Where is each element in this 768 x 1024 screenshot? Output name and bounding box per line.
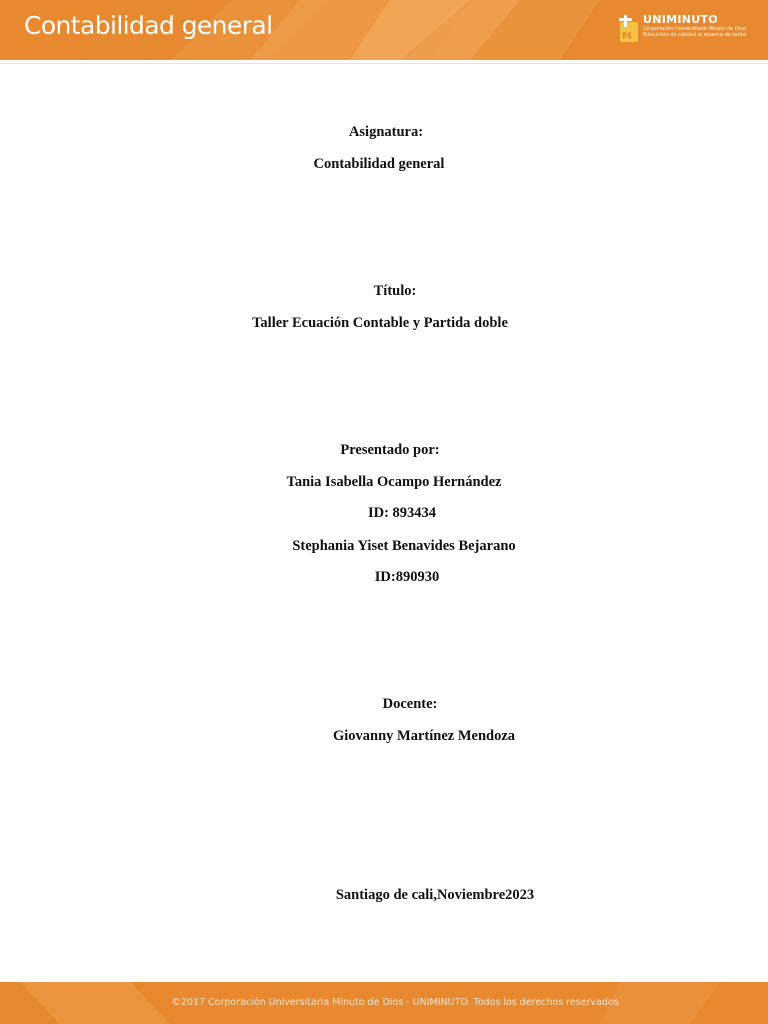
footer-banner (0, 982, 768, 1024)
titulo-label: Título: (373, 283, 417, 299)
header-title: Contabilidad general (24, 11, 273, 40)
place-date: Santiago de cali,Noviembre2023 (335, 887, 535, 903)
titulo-value: Taller Ecuación Contable y Partida doble (252, 315, 508, 331)
uniminuto-logo (616, 12, 747, 46)
student-2-name: Stephania Yiset Benavides Bejarano (292, 538, 516, 554)
docente-label: Docente: (382, 696, 438, 712)
logo-subtitle-2: Educación de calidad al alcance de todos (643, 32, 747, 38)
uniminuto-emblem-icon (616, 12, 642, 46)
footer-copyright: ©2017 Corporación Universitaria Minuto de Dios - UNIMINUTO. Todos los derechos reservados (171, 997, 619, 1008)
presentado-label: Presentado por: (340, 442, 440, 458)
svg-text:M: M (622, 31, 632, 42)
header-divider (0, 63, 768, 64)
docente-value: Giovanny Martínez Mendoza (332, 728, 516, 744)
student-1-id: ID: 893434 (367, 505, 437, 521)
student-1-name: Tania Isabella Ocampo Hernández (286, 474, 502, 490)
logo-name: UNIMINUTO (643, 13, 718, 26)
logo-subtitle-1: Corporación Universitaria Minuto de Dios (643, 26, 746, 32)
header-banner (0, 0, 768, 60)
asignatura-value: Contabilidad general (313, 156, 445, 172)
asignatura-label: Asignatura: (348, 124, 424, 140)
student-2-id: ID:890930 (374, 569, 440, 585)
